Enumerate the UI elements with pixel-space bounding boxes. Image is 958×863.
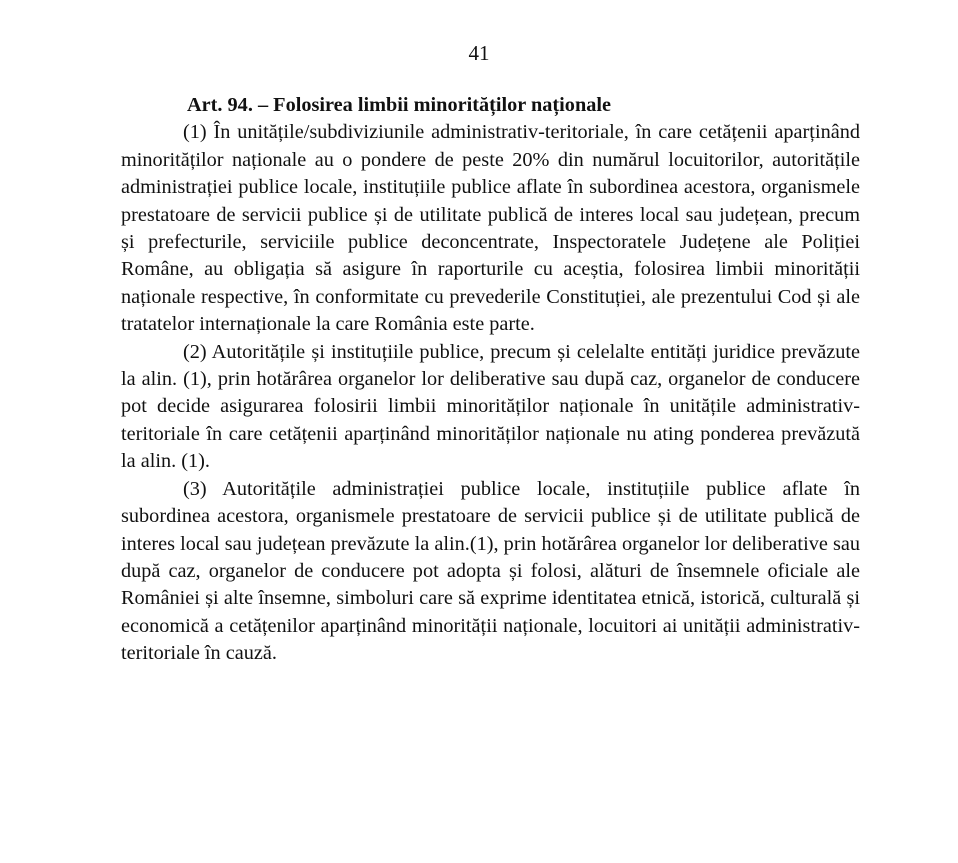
page-number: 41 [468,41,490,65]
paragraph-1: (1) În unitățile/subdiviziunile administrativ-teritoriale, în care cetățenii aparținând minorităților naționale au o pondere de peste 20% din numărul locuitorilor, autoritățile administrației publice locale, instituțiile publice aflate în subordinea acestora, organismele prestatoare de servicii publice și de utilitate publică de interes local sau județean, precum și prefecturile, serviciile publice deconcentrate, Inspectoratele Județene ale Poliției Române, au obligația să asigure în raporturile cu aceștia, folosirea limbii minorității naționale respective, în conformitate cu prevederile Constituției, ale prezentului Cod și ale tratatelor internaționale la care România este parte. [121,121,860,336]
paragraph-2: (2) Autoritățile și instituțiile publice, precum și celelalte entități juridice prevăzute la alin. (1), prin hotărârea organelor lor deliberative sau după caz, organelor de conducere pot decide asigurarea folosirii limbii minorităților naționale în unitățile administrativ-teritoriale în care cetățenii aparținând minorităților naționale nu ating ponderea prevăzută la alin. (1). [121,340,860,473]
article-94 [121,92,860,668]
article-title: Art. 94. – Folosirea limbii minorităților naționale [187,94,611,116]
paragraph-3: (3) Autoritățile administrației publice locale, instituțiile publice aflate în subordinea acestora, organismele prestatoare de servicii publice și de utilitate publică de interes local sau județean prevăzute la alin.(1), prin hotărârea organelor lor deliberative sau după caz, organelor de conducere pot adopta și folosi, alături de însemnele oficiale ale României și alte însemne, simboluri care să exprime identitatea etnică, istorică, culturală și economică a cetățenilor aparținând minorității naționale, locuitori ai unității administrativ-teritoriale în cauză. [121,477,860,665]
